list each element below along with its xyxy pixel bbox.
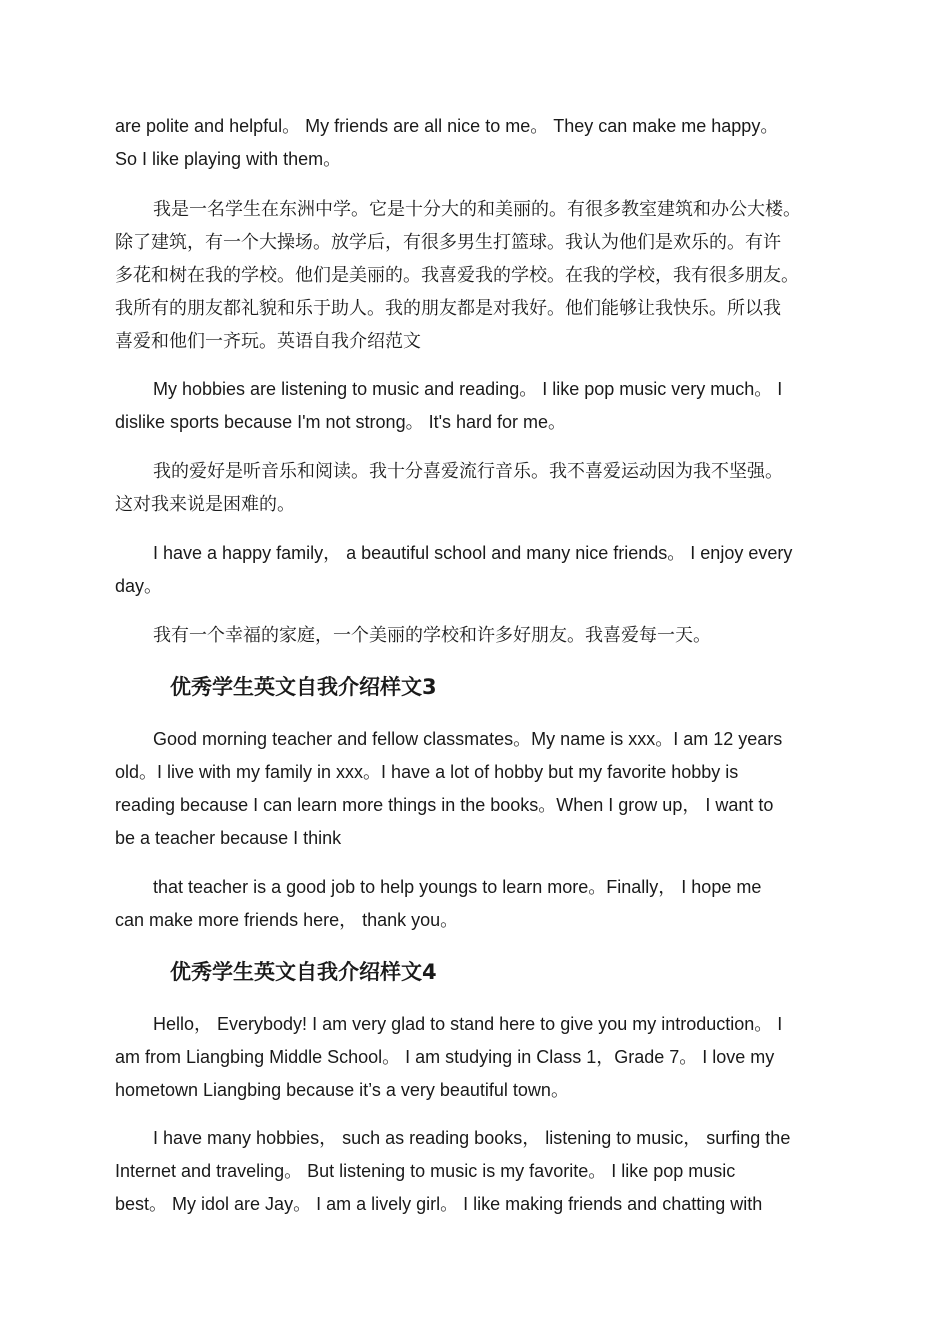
text-line: 多花和树在我的学校。他们是美丽的。我喜爱我的学校。在我的学校，我有很多朋友。 <box>115 265 799 285</box>
section-heading: 优秀学生英文自我介绍样文3 <box>170 675 437 699</box>
text-line: Good morning teacher and fellow classmates。My name is xxx。I am 12 years <box>153 729 783 749</box>
text-line: 我所有的朋友都礼貌和乐于助人。我的朋友都是对我好。他们能够让我快乐。所以我 <box>115 298 781 318</box>
text-line: 除了建筑，有一个大操场。放学后，有很多男生打篮球。我认为他们是欢乐的。有许 <box>115 232 781 252</box>
text-line: hometown Liangbing because it’s a very beautiful town。 <box>115 1080 569 1100</box>
text-line: dislike sports because I'm not strong。 It's hard for me。 <box>115 412 567 432</box>
text-line: 我是一名学生在东洲中学。它是十分大的和美丽的。有很多教室建筑和办公大楼。 <box>153 199 801 219</box>
text-line: Internet and traveling。 But listening to music is my favorite。 I like pop music <box>115 1161 736 1181</box>
text-line: day。 <box>115 576 163 596</box>
text-line: So I like playing with them。 <box>115 149 342 169</box>
text-line: I have a happy family， a beautiful school and many nice friends。 I enjoy every <box>153 543 793 563</box>
text-line: am from Liangbing Middle School。 I am studying in Class 1，Grade 7。 I love my <box>115 1047 775 1067</box>
text-line: are polite and helpful。 My friends are all nice to me。 They can make me happy。 <box>115 116 779 136</box>
text-line: 我的爱好是听音乐和阅读。我十分喜爱流行音乐。我不喜爱运动因为我不坚强。 <box>153 461 783 481</box>
text-line: that teacher is a good job to help youngs to learn more。Finally， I hope me <box>153 877 762 897</box>
text-line: 我有一个幸福的家庭，一个美丽的学校和许多好朋友。我喜爱每一天。 <box>153 625 711 645</box>
text-line: I have many hobbies， such as reading books， listening to music， surfing the <box>153 1128 791 1148</box>
text-line: best。 My idol are Jay。 I am a lively girl。 I like making friends and chatting with <box>115 1194 763 1214</box>
text-line: My hobbies are listening to music and reading。 I like pop music very much。 I <box>153 379 783 399</box>
text-line: can make more friends here， thank you。 <box>115 910 459 930</box>
text-line: reading because I can learn more things in the books。When I grow up， I want to <box>115 795 774 815</box>
text-line: 喜爱和他们一齐玩。英语自我介绍范文 <box>115 331 421 351</box>
text-line: 这对我来说是困难的。 <box>115 494 295 514</box>
text-line: be a teacher because I think <box>115 828 342 848</box>
text-line: Hello， Everybody! I am very glad to stand here to give you my introduction。 I <box>153 1014 783 1034</box>
text-line: old。I live with my family in xxx。I have a lot of hobby but my favorite hobby is <box>115 762 739 782</box>
section-heading: 优秀学生英文自我介绍样文4 <box>170 960 437 984</box>
